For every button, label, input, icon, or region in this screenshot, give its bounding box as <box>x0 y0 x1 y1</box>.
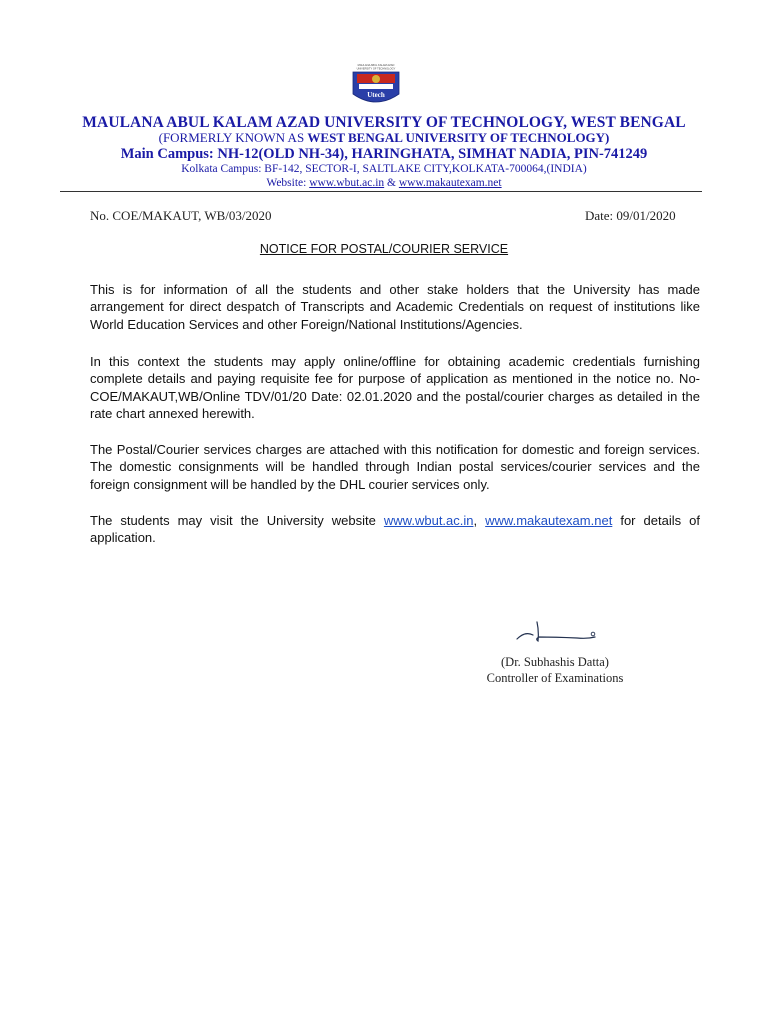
paragraph-1: This is for information of all the students and other stake holders that the University has made arrangement for direct despatch of Transcripts and Academic Credentials on request of institutions like World Education Services and other Foreign/National Institutions/Agencies. <box>90 282 700 332</box>
website-separator: & <box>384 177 399 189</box>
signature <box>505 617 605 647</box>
university-logo <box>345 62 407 112</box>
paragraph-4 <box>90 512 700 547</box>
logo-name: Utech <box>367 91 385 99</box>
svg-text:MAULANA ABUL KALAM AZAD: MAULANA ABUL KALAM AZAD <box>357 64 395 67</box>
paragraph-4-prefix: The students may visit the University website <box>90 513 384 528</box>
paragraph-4-separator: , <box>473 513 486 528</box>
notice-date: Date: 09/01/2020 <box>585 208 676 223</box>
paragraph-2: In this context the students may apply online/offline for obtaining academic credentials furnishing complete details and paying requisite fee for purpose of application as mentioned in the notice no. No-COE/MAKAUT,WB/Online TDV/01/20 Date: 02.01.2020 and the postal/courier charges as detailed in the rate chart annexed herewith. <box>90 354 700 421</box>
body-link-wbut[interactable]: www.wbut.ac.in <box>383 513 474 528</box>
former-name: WEST BENGAL UNIVERSITY OF TECHNOLOGY) <box>307 130 610 145</box>
reference-number: No. COE/MAKAUT, WB/03/2020 <box>90 208 272 223</box>
kolkata-campus-address: Kolkata Campus: BF-142, SECTOR-I, SALTLAKE CITY,KOLKATA-700064,(INDIA) <box>181 163 587 175</box>
notice-title: NOTICE FOR POSTAL/COURIER SERVICE <box>259 242 509 256</box>
signatory-designation: Controller of Examinations <box>486 671 624 685</box>
signatory-name: (Dr. Subhashis Datta) <box>501 655 609 669</box>
university-name: MAULANA ABUL KALAM AZAD UNIVERSITY OF TECHNOLOGY, WEST BENGAL <box>82 114 686 131</box>
website-line <box>0 177 768 189</box>
body-link-makautexam[interactable]: www.makautexam.net <box>485 513 613 528</box>
website-link-wbut[interactable]: www.wbut.ac.in <box>309 177 385 189</box>
svg-text:UNIVERSITY OF TECHNOLOGY: UNIVERSITY OF TECHNOLOGY <box>356 67 396 71</box>
header-divider <box>60 191 702 192</box>
formerly-prefix: (FORMERLY KNOWN AS <box>158 130 308 145</box>
website-link-makautexam[interactable]: www.makautexam.net <box>398 177 502 189</box>
formerly-known-line <box>0 130 768 146</box>
main-campus-address: Main Campus: NH-12(OLD NH-34), HARINGHATA, SIMHAT NADIA, PIN-741249 <box>120 146 648 162</box>
paragraph-3: The Postal/Courier services charges are attached with this notification for domestic and foreign services. The domestic consignments will be handled through Indian postal services/courier services and the foreign consignment will be handled by the DHL courier services only. <box>90 442 700 492</box>
paragraph-4-suffix: for details of application. <box>90 513 700 546</box>
website-label: Website: <box>266 177 310 189</box>
